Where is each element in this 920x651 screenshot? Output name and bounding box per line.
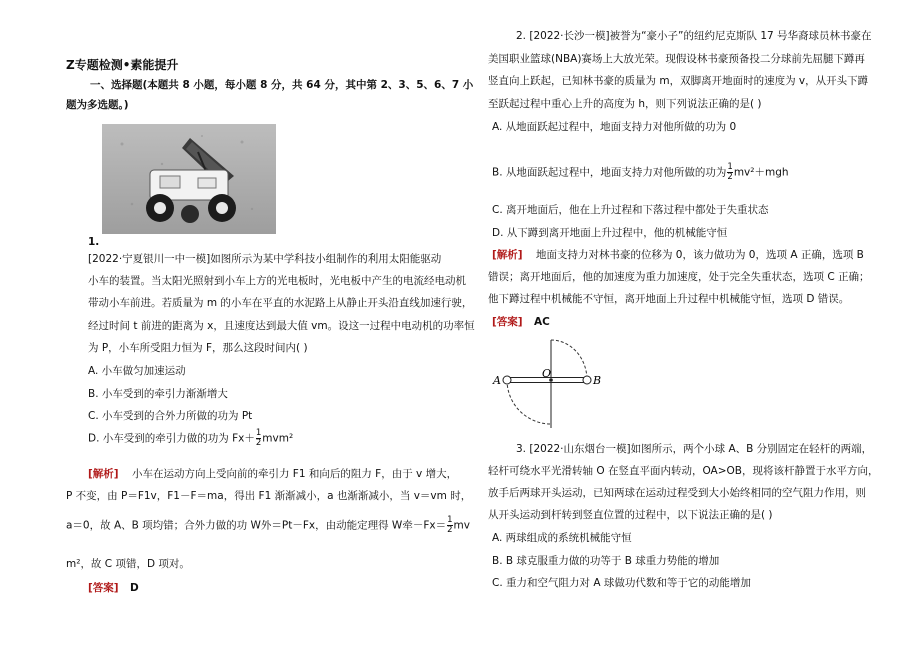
fraction bbox=[727, 163, 732, 182]
label-b: B bbox=[593, 374, 602, 387]
ball-b bbox=[583, 376, 591, 384]
q1-answer bbox=[88, 580, 139, 596]
fraction-den: 2 bbox=[727, 172, 733, 182]
q1-stem-line: 为 P，小车所受阻力恒为 F，那么这段时间内( ) bbox=[88, 342, 308, 354]
analysis-tag: [解析] bbox=[88, 468, 119, 480]
q2-option-c: C. 离开地面后，他在上升过程和下落过程中都处于失重状态 bbox=[492, 204, 769, 216]
answer-value: AC bbox=[533, 316, 550, 328]
q2-stem-line: 2. [2022·长沙一模]被誉为“豪小子”的纽约尼克斯队 17 号华裔球员林书豪在 bbox=[516, 30, 872, 42]
ball-a bbox=[503, 376, 511, 384]
section-heading: Z专题检测•素能提升 bbox=[66, 58, 179, 72]
q2-analysis-line3: 他下蹲过程中机械能不守恒，离开地面上升过程中机械能守恒，选项 D 错误。 bbox=[488, 293, 850, 305]
q1-option-d bbox=[88, 429, 293, 448]
fraction bbox=[447, 516, 452, 535]
q3-option-b: B. B 球克服重力做的功等于 B 球重力势能的增加 bbox=[492, 555, 720, 567]
q1-option-d-suffix: mvm² bbox=[262, 432, 294, 445]
q2-analysis-line2: 错误；离开地面后，他的加速度为重力加速度，处于完全失重状态，选项 C 正确； bbox=[488, 271, 870, 283]
solar-car-illustration bbox=[102, 124, 276, 234]
q2-answer bbox=[492, 314, 550, 330]
fraction-den: 2 bbox=[255, 438, 262, 448]
q1-analysis-line1 bbox=[88, 466, 457, 482]
q2-option-d: D. 从下蹲到离开地面上升过程中，他的机械能守恒 bbox=[492, 227, 728, 239]
q1-option-c: C. 小车受到的合外力所做的功为 Pt bbox=[88, 410, 253, 422]
rod-figure bbox=[488, 332, 618, 432]
label-o: O bbox=[542, 367, 552, 380]
answer-tag: [答案] bbox=[88, 582, 119, 594]
fraction-num: 1 bbox=[255, 428, 262, 438]
analysis-tag: [解析] bbox=[492, 249, 523, 261]
label-a: A bbox=[493, 374, 501, 387]
answer-value: D bbox=[129, 582, 139, 594]
q3-stem-line: 放手后两球开头运动，已知两球在运动过程受到大小始终相同的空气阻力作用，则 bbox=[488, 487, 866, 499]
q3-stem-line: 轻杆可绕水平光滑转轴 O 在竖直平面内转动，OA>OB，现将该杆静置于水平方向， bbox=[488, 465, 879, 477]
q2-option-a: A. 从地面跃起过程中，地面支持力对他所做的功为 0 bbox=[492, 121, 737, 133]
q1-option-b: B. 小车受到的牵引力渐渐增大 bbox=[88, 388, 228, 400]
q1-stem-line: 小车的装置。当太阳光照射到小车上方的光电板时，光电板中产生的电流经电动机 bbox=[88, 275, 466, 287]
analysis-text: 地面支持力对林书豪的位移为 0，该力做功为 0，选项 A 正确，选项 B bbox=[535, 249, 864, 261]
option-text: mv²＋mgh bbox=[733, 166, 789, 179]
q1-number: 1. bbox=[88, 236, 100, 248]
section-instruction-line1: 一、选择题(本题共 8 小题，每小题 8 分，共 64 分，其中第 2、3、5、6、7 小 bbox=[90, 79, 474, 91]
q1-stem-line: 经过时间 t 前进的距离为 x，且速度达到最大值 vm。设这一过程中电动机的功率恒 bbox=[88, 320, 475, 332]
q1-analysis-line3 bbox=[66, 516, 470, 535]
q2-stem-line: 竖直向上跃起，已知林书豪的质量为 m，双脚离开地面时的速度为 v，从开头下蹲 bbox=[488, 75, 869, 87]
q2-stem-line: 美国职业篮球(NBA)赛场上大放光荣。现假设林书豪预备投二分球前先屈腿下蹲再 bbox=[488, 53, 865, 65]
solar-car-photo bbox=[102, 124, 276, 234]
q2-analysis-line1 bbox=[492, 247, 864, 263]
option-text: B. 从地面跃起过程中，地面支持力对他所做的功为 bbox=[492, 166, 727, 179]
section-instruction-line2: 题为多选题。) bbox=[66, 99, 129, 111]
fraction bbox=[256, 429, 261, 448]
analysis-text: mv bbox=[453, 519, 470, 532]
q3-option-c: C. 重力和空气阻力对 A 球做功代数和等于它的动能增加 bbox=[492, 577, 751, 589]
fraction-num: 1 bbox=[447, 515, 453, 525]
q2-option-b bbox=[492, 163, 789, 182]
fraction-den: 2 bbox=[447, 525, 453, 535]
q1-stem-line: 带动小车前进。若质量为 m 的小车在平直的水泥路上从静止开头沿直线加速行驶， bbox=[88, 297, 473, 309]
arc-a-path bbox=[507, 380, 551, 424]
q1-option-d-prefix: D. 小车受到的牵引力做的功为 Fx＋ bbox=[88, 432, 255, 445]
answer-tag: [答案] bbox=[492, 316, 523, 328]
q3-stem-line: 3. [2022·山东烟台一模]如图所示，两个小球 A、B 分别固定在轻杆的两端， bbox=[516, 443, 873, 455]
analysis-text: a＝0，故 A、B 项均错；合外力做的功 W外＝Pt－Fx，由动能定理得 W牵－Fx＝ bbox=[66, 519, 447, 532]
analysis-text: 小车在运动方向上受向前的牵引力 F1 和向后的阻力 F，由于 v 增大， bbox=[131, 468, 458, 480]
arc-b-path bbox=[551, 340, 587, 380]
q3-stem-line: 从开头运动到杆转到竖直位置的过程中，以下说法正确的是( ) bbox=[488, 509, 773, 521]
q2-stem-line: 至跃起过程中重心上升的高度为 h，则下列说法正确的是( ) bbox=[488, 98, 762, 110]
fraction-num: 1 bbox=[727, 162, 733, 172]
q3-option-a: A. 两球组成的系统机械能守恒 bbox=[492, 532, 632, 544]
q1-option-a: A. 小车做匀加速运动 bbox=[88, 365, 186, 377]
q1-analysis-line2: P 不变，由 P＝F1v，F1－F＝ma，得出 F1 渐渐减小，a 也渐渐减小，当 v＝vm 时， bbox=[66, 490, 472, 502]
q1-stem-line: [2022·宁夏银川一中一模]如图所示为某中学科技小组制作的利用太阳能驱动 bbox=[88, 253, 442, 265]
q1-analysis-line4: m²，故 C 项错，D 项对。 bbox=[66, 558, 190, 570]
